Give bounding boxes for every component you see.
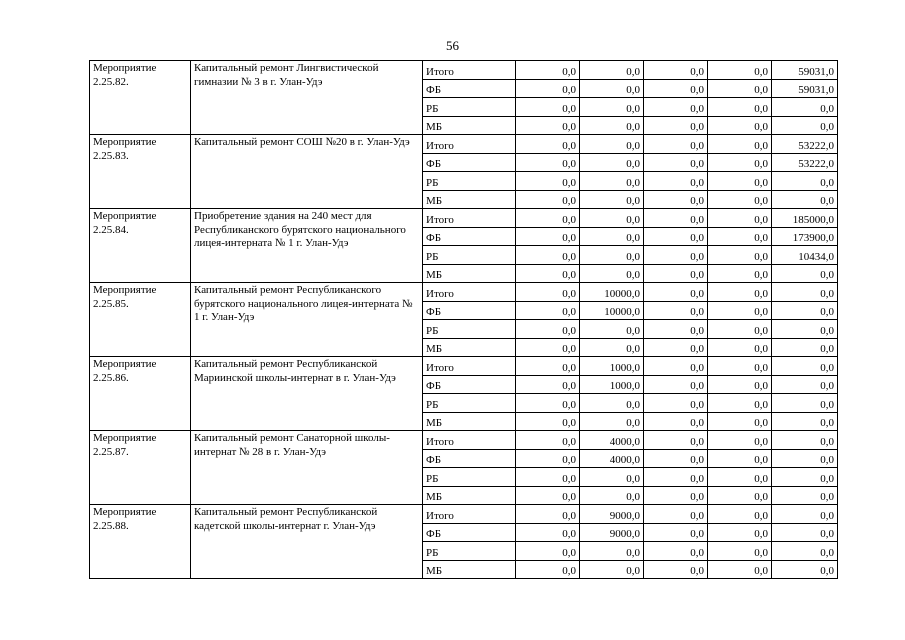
- amount-cell: 0,0: [580, 209, 644, 228]
- amount-cell: 0,0: [772, 172, 838, 191]
- amount-cell: 0,0: [708, 523, 772, 542]
- funding-source-cell: ФБ: [423, 301, 516, 320]
- funding-source-cell: МБ: [423, 116, 516, 135]
- event-id-cell: [90, 283, 191, 357]
- amount-cell: 0,0: [644, 412, 708, 431]
- amount-cell: 0,0: [516, 61, 580, 80]
- amount-cell: 0,0: [708, 172, 772, 191]
- event-description-cell: Капитальный ремонт СОШ №20 в г. Улан-Удэ: [191, 135, 423, 209]
- funding-source-cell: Итого: [423, 357, 516, 376]
- amount-cell: 0,0: [516, 505, 580, 524]
- amount-cell: 0,0: [772, 505, 838, 524]
- amount-cell: 0,0: [708, 116, 772, 135]
- amount-cell: 0,0: [644, 79, 708, 98]
- funding-source-cell: РБ: [423, 468, 516, 487]
- table-row: [90, 283, 838, 302]
- amount-cell: 0,0: [708, 153, 772, 172]
- event-id-line: 2.25.82.: [93, 75, 129, 88]
- amount-cell: 0,0: [580, 468, 644, 487]
- amount-cell: 0,0: [580, 79, 644, 98]
- amount-cell: 0,0: [772, 431, 838, 450]
- amount-cell: 0,0: [644, 283, 708, 302]
- event-id-line: Мероприятие: [93, 136, 157, 148]
- amount-cell: 4000,0: [580, 431, 644, 450]
- table-row: [90, 431, 838, 450]
- amount-cell: 0,0: [516, 246, 580, 265]
- amount-cell: 0,0: [708, 209, 772, 228]
- amount-cell: 0,0: [580, 172, 644, 191]
- event-id-line: 2.25.83.: [93, 149, 129, 162]
- amount-cell: 0,0: [708, 135, 772, 154]
- funding-source-cell: МБ: [423, 264, 516, 283]
- amount-cell: 0,0: [580, 560, 644, 579]
- amount-cell: 0,0: [644, 209, 708, 228]
- event-id-line: 2.25.84.: [93, 223, 129, 236]
- amount-cell: 0,0: [644, 301, 708, 320]
- amount-cell: 0,0: [708, 190, 772, 209]
- amount-cell: 0,0: [708, 320, 772, 339]
- amount-cell: 0,0: [772, 375, 838, 394]
- amount-cell: 0,0: [580, 153, 644, 172]
- amount-cell: 0,0: [516, 320, 580, 339]
- amount-cell: 0,0: [516, 79, 580, 98]
- amount-cell: 0,0: [516, 153, 580, 172]
- funding-source-cell: РБ: [423, 320, 516, 339]
- budget-table: [89, 60, 838, 579]
- funding-source-cell: Итого: [423, 505, 516, 524]
- amount-cell: 0,0: [644, 486, 708, 505]
- funding-source-cell: ФБ: [423, 375, 516, 394]
- amount-cell: 59031,0: [772, 61, 838, 80]
- table-row: [90, 135, 838, 154]
- amount-cell: 0,0: [580, 338, 644, 357]
- amount-cell: 0,0: [516, 135, 580, 154]
- event-id-cell: [90, 357, 191, 431]
- amount-cell: 0,0: [580, 412, 644, 431]
- amount-cell: 9000,0: [580, 523, 644, 542]
- amount-cell: 0,0: [708, 486, 772, 505]
- amount-cell: 0,0: [516, 468, 580, 487]
- amount-cell: 0,0: [516, 227, 580, 246]
- amount-cell: 0,0: [516, 338, 580, 357]
- amount-cell: 0,0: [516, 431, 580, 450]
- amount-cell: 0,0: [708, 357, 772, 376]
- funding-source-cell: РБ: [423, 542, 516, 561]
- funding-source-cell: Итого: [423, 135, 516, 154]
- amount-cell: 0,0: [772, 190, 838, 209]
- amount-cell: 0,0: [516, 560, 580, 579]
- amount-cell: 0,0: [772, 338, 838, 357]
- event-id-cell: [90, 61, 191, 135]
- amount-cell: 0,0: [644, 246, 708, 265]
- amount-cell: 0,0: [708, 505, 772, 524]
- amount-cell: 0,0: [580, 246, 644, 265]
- amount-cell: 0,0: [516, 264, 580, 283]
- table-row: [90, 209, 838, 228]
- funding-source-cell: ФБ: [423, 79, 516, 98]
- funding-source-cell: МБ: [423, 338, 516, 357]
- amount-cell: 0,0: [708, 449, 772, 468]
- amount-cell: 0,0: [708, 98, 772, 117]
- amount-cell: 0,0: [708, 79, 772, 98]
- amount-cell: 0,0: [516, 172, 580, 191]
- amount-cell: 0,0: [644, 431, 708, 450]
- amount-cell: 0,0: [772, 283, 838, 302]
- funding-source-cell: МБ: [423, 560, 516, 579]
- amount-cell: 0,0: [772, 116, 838, 135]
- funding-source-cell: Итого: [423, 61, 516, 80]
- event-id-line: Мероприятие: [93, 358, 157, 370]
- amount-cell: 0,0: [772, 98, 838, 117]
- funding-source-cell: ФБ: [423, 227, 516, 246]
- event-id-cell: [90, 135, 191, 209]
- table-row: [90, 505, 838, 524]
- amount-cell: 53222,0: [772, 135, 838, 154]
- amount-cell: 0,0: [772, 486, 838, 505]
- amount-cell: 0,0: [516, 542, 580, 561]
- amount-cell: 0,0: [644, 560, 708, 579]
- amount-cell: 0,0: [580, 98, 644, 117]
- amount-cell: 0,0: [772, 264, 838, 283]
- amount-cell: 0,0: [708, 227, 772, 246]
- funding-source-cell: РБ: [423, 246, 516, 265]
- amount-cell: 0,0: [580, 394, 644, 413]
- amount-cell: 0,0: [580, 227, 644, 246]
- amount-cell: 0,0: [580, 264, 644, 283]
- amount-cell: 0,0: [772, 449, 838, 468]
- amount-cell: 0,0: [772, 301, 838, 320]
- amount-cell: 10000,0: [580, 301, 644, 320]
- amount-cell: 0,0: [644, 172, 708, 191]
- funding-source-cell: Итого: [423, 431, 516, 450]
- event-id-line: Мероприятие: [93, 62, 157, 74]
- amount-cell: 0,0: [580, 135, 644, 154]
- amount-cell: 0,0: [516, 209, 580, 228]
- event-id-cell: [90, 209, 191, 283]
- amount-cell: 0,0: [708, 394, 772, 413]
- amount-cell: 0,0: [708, 468, 772, 487]
- table-row: [90, 357, 838, 376]
- amount-cell: 0,0: [516, 98, 580, 117]
- event-description-cell: Приобретение здания на 240 мест для Республиканского бурятского национального лицея-интерната № 1 г. Улан-Удэ: [191, 209, 423, 283]
- funding-source-cell: ФБ: [423, 153, 516, 172]
- amount-cell: 0,0: [772, 523, 838, 542]
- amount-cell: 0,0: [516, 412, 580, 431]
- event-id-line: 2.25.87.: [93, 445, 129, 458]
- event-id-line: Мероприятие: [93, 432, 157, 444]
- amount-cell: 0,0: [516, 301, 580, 320]
- amount-cell: 10000,0: [580, 283, 644, 302]
- amount-cell: 10434,0: [772, 246, 838, 265]
- amount-cell: 0,0: [644, 505, 708, 524]
- amount-cell: 0,0: [644, 449, 708, 468]
- amount-cell: 0,0: [708, 338, 772, 357]
- amount-cell: 0,0: [772, 412, 838, 431]
- amount-cell: 0,0: [516, 116, 580, 135]
- amount-cell: 0,0: [644, 98, 708, 117]
- event-id-line: 2.25.85.: [93, 297, 129, 310]
- amount-cell: 1000,0: [580, 357, 644, 376]
- event-id-cell: [90, 431, 191, 505]
- amount-cell: 0,0: [516, 449, 580, 468]
- funding-source-cell: Итого: [423, 283, 516, 302]
- amount-cell: 0,0: [772, 394, 838, 413]
- amount-cell: 0,0: [772, 560, 838, 579]
- amount-cell: 4000,0: [580, 449, 644, 468]
- amount-cell: 0,0: [580, 486, 644, 505]
- amount-cell: 0,0: [580, 542, 644, 561]
- amount-cell: 0,0: [772, 468, 838, 487]
- funding-source-cell: Итого: [423, 209, 516, 228]
- amount-cell: 53222,0: [772, 153, 838, 172]
- amount-cell: 0,0: [772, 357, 838, 376]
- funding-source-cell: РБ: [423, 394, 516, 413]
- amount-cell: 0,0: [708, 431, 772, 450]
- event-id-line: Мероприятие: [93, 506, 157, 518]
- amount-cell: 0,0: [708, 264, 772, 283]
- amount-cell: 0,0: [644, 190, 708, 209]
- amount-cell: 1000,0: [580, 375, 644, 394]
- amount-cell: 0,0: [644, 357, 708, 376]
- event-description-cell: Капитальный ремонт Республиканского бурятского национального лицея-интерната № 1 г. Улан-Удэ: [191, 283, 423, 357]
- amount-cell: 173900,0: [772, 227, 838, 246]
- amount-cell: 0,0: [708, 61, 772, 80]
- event-description-cell: Капитальный ремонт Лингвистической гимназии № 3 в г. Улан-Удэ: [191, 61, 423, 135]
- page-number: 56: [446, 38, 459, 53]
- amount-cell: 0,0: [708, 246, 772, 265]
- amount-cell: 0,0: [644, 468, 708, 487]
- funding-source-cell: МБ: [423, 486, 516, 505]
- amount-cell: 0,0: [708, 375, 772, 394]
- amount-cell: 0,0: [708, 412, 772, 431]
- amount-cell: 0,0: [580, 190, 644, 209]
- amount-cell: 0,0: [516, 394, 580, 413]
- event-id-line: 2.25.88.: [93, 519, 129, 532]
- funding-source-cell: МБ: [423, 412, 516, 431]
- amount-cell: 185000,0: [772, 209, 838, 228]
- amount-cell: 0,0: [772, 320, 838, 339]
- amount-cell: 0,0: [580, 116, 644, 135]
- amount-cell: 9000,0: [580, 505, 644, 524]
- amount-cell: 0,0: [516, 375, 580, 394]
- amount-cell: 0,0: [772, 542, 838, 561]
- amount-cell: 0,0: [708, 283, 772, 302]
- amount-cell: 0,0: [644, 116, 708, 135]
- amount-cell: 0,0: [644, 523, 708, 542]
- funding-source-cell: ФБ: [423, 523, 516, 542]
- amount-cell: 0,0: [708, 301, 772, 320]
- amount-cell: 0,0: [516, 523, 580, 542]
- funding-source-cell: ФБ: [423, 449, 516, 468]
- budget-table-body: [90, 61, 838, 579]
- amount-cell: 0,0: [708, 542, 772, 561]
- amount-cell: 0,0: [644, 227, 708, 246]
- amount-cell: 0,0: [580, 61, 644, 80]
- funding-source-cell: РБ: [423, 172, 516, 191]
- amount-cell: 0,0: [516, 486, 580, 505]
- amount-cell: 0,0: [644, 338, 708, 357]
- amount-cell: 0,0: [516, 190, 580, 209]
- amount-cell: 0,0: [580, 320, 644, 339]
- event-id-line: 2.25.86.: [93, 371, 129, 384]
- funding-source-cell: МБ: [423, 190, 516, 209]
- amount-cell: 0,0: [516, 357, 580, 376]
- event-id-line: Мероприятие: [93, 210, 157, 222]
- funding-source-cell: РБ: [423, 98, 516, 117]
- amount-cell: 0,0: [644, 394, 708, 413]
- amount-cell: 0,0: [516, 283, 580, 302]
- table-row: [90, 61, 838, 80]
- amount-cell: 0,0: [708, 560, 772, 579]
- amount-cell: 0,0: [644, 135, 708, 154]
- amount-cell: 0,0: [644, 542, 708, 561]
- amount-cell: 0,0: [644, 320, 708, 339]
- event-description-cell: Капитальный ремонт Санаторной школы-интернат № 28 в г. Улан-Удэ: [191, 431, 423, 505]
- amount-cell: 0,0: [644, 264, 708, 283]
- amount-cell: 0,0: [644, 61, 708, 80]
- amount-cell: 0,0: [644, 153, 708, 172]
- event-description-cell: Капитальный ремонт Республиканской Мариинской школы-интернат в г. Улан-Удэ: [191, 357, 423, 431]
- amount-cell: 59031,0: [772, 79, 838, 98]
- event-description-cell: Капитальный ремонт Республиканской кадетской школы-интернат г. Улан-Удэ: [191, 505, 423, 579]
- amount-cell: 0,0: [644, 375, 708, 394]
- event-id-line: Мероприятие: [93, 284, 157, 296]
- event-id-cell: [90, 505, 191, 579]
